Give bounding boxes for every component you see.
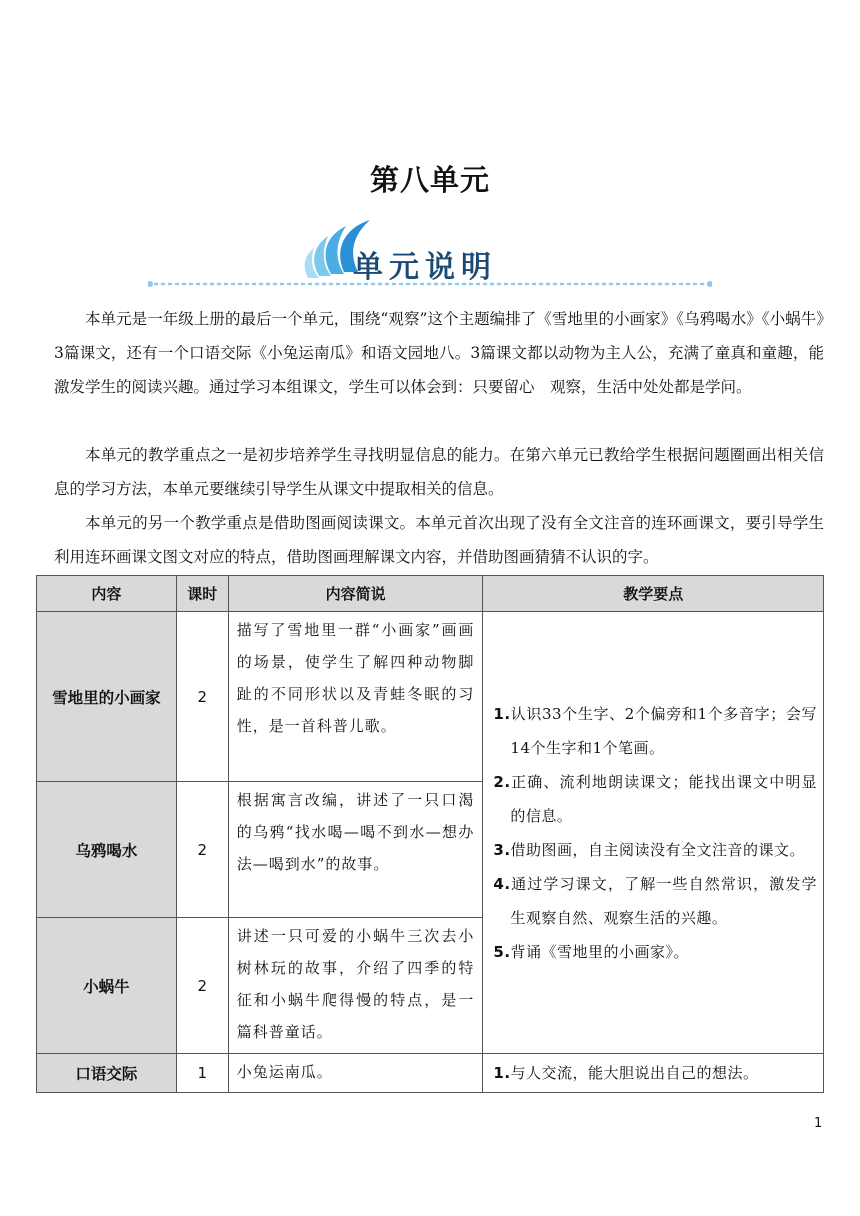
lesson-hours: 2 (176, 918, 228, 1054)
lesson-summary: 描写了雪地里一群“小画家”画画的场景，使学生了解四种动物脚趾的不同形状以及青蛙冬眠的习性，是一首科普儿歌。 (228, 612, 483, 782)
lesson-summary: 讲述一只可爱的小蜗牛三次去小树林玩的故事，介绍了四季的特征和小蜗牛爬得慢的特点，是一篇科普童话。 (228, 918, 483, 1054)
intro-paragraph-3: 本单元的另一个教学重点是借助图画阅读课文。本单元首次出现了没有全文注音的连环画课文，要引导学生利用连环画课文图文对应的特点，借助图画理解课文内容，并借助图画猜猜不认识的字。 (54, 514, 824, 566)
lesson-summary: 小兔运南瓜。 (228, 1054, 483, 1093)
header-summary: 内容简说 (228, 576, 483, 612)
teaching-points (483, 612, 824, 1054)
lesson-plan-table (36, 575, 824, 1093)
lesson-name: 小蜗牛 (37, 918, 177, 1054)
teaching-point: 2.正确、流利地朗读课文；能找出课文中明显的信息。 (493, 772, 817, 825)
lesson-name: 乌鸦喝水 (37, 782, 177, 918)
teaching-point: 3.借助图画，自主阅读没有全文注音的课文。 (493, 840, 806, 859)
lesson-name: 口语交际 (37, 1054, 177, 1093)
teaching-point: 1.与人交流，能大胆说出自己的想法。 (493, 1064, 759, 1082)
header-content: 内容 (37, 576, 177, 612)
page-title: 第八单元 (369, 163, 490, 197)
teaching-points (483, 1054, 824, 1093)
lesson-hours: 2 (176, 612, 228, 782)
page-number: 1 (814, 1116, 823, 1131)
lesson-name: 雪地里的小画家 (37, 612, 177, 782)
header-teaching-points: 教学要点 (483, 576, 824, 612)
lesson-hours: 1 (176, 1054, 228, 1093)
header-hours: 课时 (176, 576, 228, 612)
table-header-row (37, 576, 824, 612)
lesson-summary: 根据寓言改编，讲述了一只口渴的乌鸦“找水喝—喝不到水—想办法—喝到水”的故事。 (228, 782, 483, 918)
teaching-point: 4.通过学习课文，了解一些自然常识，激发学生观察自然、观察生活的兴趣。 (493, 874, 817, 927)
teaching-point: 5.背诵《雪地里的小画家》。 (493, 942, 690, 961)
teaching-point: 1.认识33个生字、2个偏旁和1个多音字；会写14个生字和1个笔画。 (493, 704, 817, 757)
table-row (37, 1054, 824, 1093)
lesson-hours: 2 (176, 782, 228, 918)
intro-paragraph-2: 本单元的教学重点之一是初步培养学生寻找明显信息的能力。在第六单元已教给学生根据问题圈画出相关信息的学习方法，本单元要继续引导学生从课文中提取相关的信息。 (54, 446, 824, 498)
section-banner: 单元说明 (353, 250, 497, 285)
intro-paragraph-1: 本单元是一年级上册的最后一个单元，围绕“观察”这个主题编排了《雪地里的小画家》《乌鸦喝水》《小蜗牛》3篇课文，还有一个口语交际《小兔运南瓜》和语文园地八。3篇课文都以动物为主人公，充满了童真和童趣，能激发学生的阅读兴趣。通过学习本组课文，学生可以体会到：只要留心 观察，生活中处处都是学问。 (54, 310, 824, 396)
table-row (37, 612, 824, 782)
